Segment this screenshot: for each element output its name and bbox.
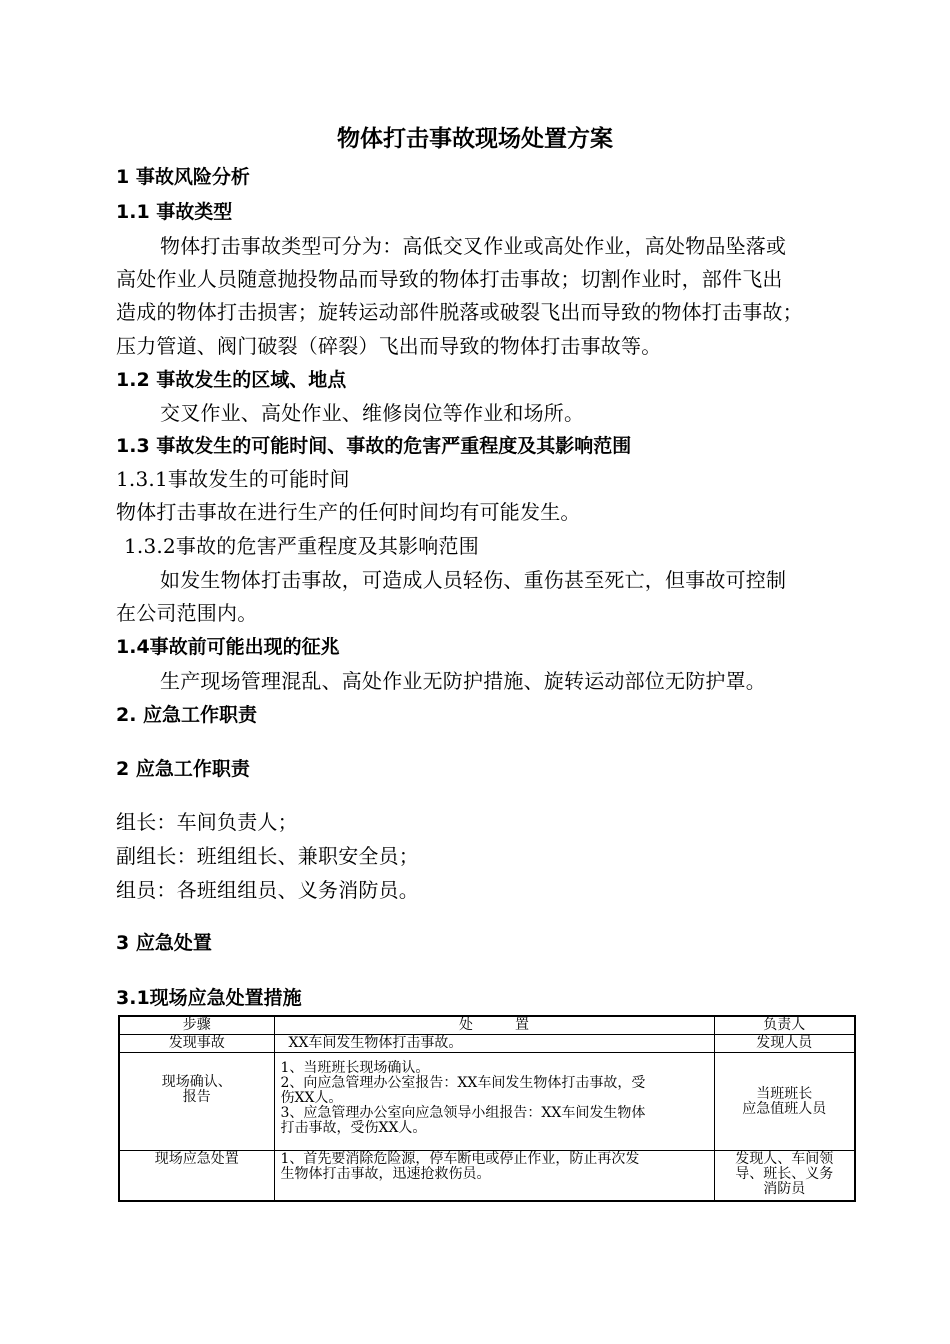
section-3-1-heading: 3.1现场应急处置措施 [116, 987, 302, 1009]
section-1-2-heading: 1.2 事故发生的区域、地点 [116, 369, 347, 391]
section-2a-heading: 2. 应急工作职责 [116, 704, 258, 726]
action-line: 打击事故，受伤XX人。 [280, 1120, 427, 1136]
header-action: 处 置 [274, 1016, 714, 1035]
table-header-row [119, 1016, 855, 1035]
section-1-4-heading: 1.4事故前可能出现的征兆 [116, 636, 340, 658]
owner-cell [714, 1035, 855, 1053]
subsection-1-3-1-heading: 1.3.1事故发生的可能时间 [116, 467, 350, 491]
page-title: 物体打击事故现场处置方案 [337, 126, 613, 152]
owner-line: 应急值班人员 [742, 1100, 827, 1117]
action-line: 1、当班班长现场确认。 [280, 1060, 430, 1076]
step-cell: 发现事故 [119, 1035, 274, 1053]
action-cell [274, 1151, 714, 1201]
owner-cell [714, 1151, 855, 1201]
action-cell [274, 1053, 714, 1151]
header-step: 步骤 [119, 1016, 274, 1035]
action-cell [274, 1035, 714, 1053]
paragraph-line: 在公司范围内。 [116, 601, 258, 625]
paragraph-line: 生产现场管理混乱、高处作业无防护措施、旋转运动部位无防护罩。 [160, 669, 766, 693]
table-row [119, 1035, 855, 1053]
subsection-1-3-2-heading: 1.3.2事故的危害严重程度及其影响范围 [124, 534, 479, 558]
section-2-heading: 2 应急工作职责 [116, 758, 250, 780]
paragraph-line: 造成的物体打击损害；旋转运动部件脱落或破裂飞出而导致的物体打击事故； [116, 300, 803, 324]
section-1-heading: 1 事故风险分析 [116, 166, 250, 188]
role-line: 副组长：班组组长、兼职安全员； [116, 844, 419, 868]
header-owner: 负责人 [714, 1016, 855, 1035]
table-row [119, 1053, 855, 1151]
action-line: 伤XX人。 [280, 1090, 343, 1106]
paragraph-line: 高处作业人员随意抛投物品而导致的物体打击事故；切割作业时，部件飞出 [116, 267, 783, 291]
section-1-1-heading: 1.1 事故类型 [116, 201, 233, 223]
role-line: 组员：各班组组员、义务消防员。 [116, 878, 419, 902]
paragraph-line: 物体打击事故类型可分为：高低交叉作业或高处作业，高处物品坠落或 [160, 234, 787, 258]
action-line: XX车间发生物体打击事故。 [288, 1035, 463, 1051]
role-line: 组长：车间负责人； [116, 810, 298, 834]
owner-line: 发现人、车间领 [735, 1151, 834, 1167]
owner-line: 当班班长 [756, 1085, 813, 1102]
paragraph-line: 物体打击事故在进行生产的任何时间均有可能发生。 [116, 500, 581, 524]
action-line: 生物体打击事故，迅速抢救伤员。 [280, 1166, 491, 1182]
owner-cell [714, 1053, 855, 1151]
owner-line: 消防员 [763, 1181, 806, 1197]
section-3-heading: 3 应急处置 [116, 932, 212, 954]
paragraph-line: 压力管道、阀门破裂（碎裂）飞出而导致的物体打击事故等。 [116, 334, 662, 358]
paragraph-line: 如发生物体打击事故，可造成人员轻伤、重伤甚至死亡，但事故可控制 [160, 568, 787, 592]
step-cell: 现场应急处置 [119, 1151, 274, 1201]
section-1-3-heading: 1.3 事故发生的可能时间、事故的危害严重程度及其影响范围 [116, 435, 632, 457]
step-cell [119, 1053, 274, 1151]
action-line: 2、向应急管理办公室报告：XX车间发生物体打击事故，受 [280, 1075, 646, 1091]
action-line: 1、首先要消除危险源，停车断电或停止作业，防止再次发 [280, 1151, 640, 1167]
procedure-table [118, 1015, 856, 1202]
step-line: 报告 [182, 1089, 211, 1105]
step-line: 现场确认、 [161, 1074, 232, 1090]
owner-line: 导、班长、义务 [735, 1166, 834, 1182]
owner-line: 发现人员 [756, 1035, 813, 1051]
table-row [119, 1151, 855, 1201]
paragraph-line: 交叉作业、高处作业、维修岗位等作业和场所。 [160, 401, 585, 425]
action-line: 3、应急管理办公室向应急领导小组报告：XX车间发生物体 [280, 1105, 646, 1121]
